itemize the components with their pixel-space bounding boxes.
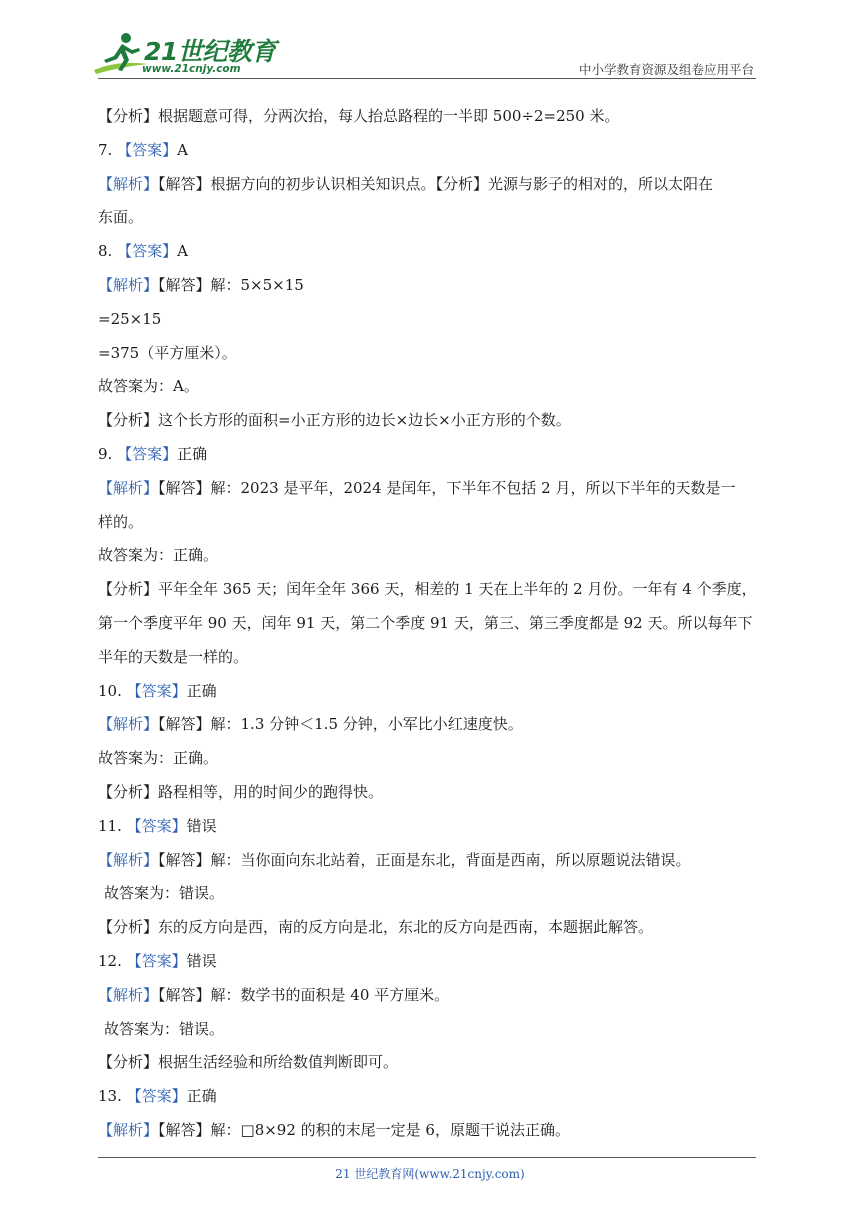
line-text: 东面。	[98, 208, 144, 227]
line-text: 错误	[186, 816, 217, 835]
section-tag: 【答案】	[126, 681, 187, 700]
line-text: 【分析】平年全年 365 天；闰年全年 366 天，相差的 1 天在上半年的 2 月份。一年有 4 个季度，	[98, 580, 757, 599]
text-line	[98, 877, 763, 911]
line-text: 第一个季度平年 90 天，闰年 91 天，第二个季度 91 天，第三、第三季度都是 92 天。所以每年下	[98, 613, 753, 632]
text-line	[98, 438, 763, 472]
section-tag: 【答案】	[126, 816, 187, 835]
line-text: 【分析】东的反方向是西，南的反方向是北，东北的反方向是西南，本题据此解答。	[98, 918, 654, 937]
text-line	[98, 100, 763, 134]
logo-text: 21世纪教育	[144, 37, 276, 66]
section-tag: 【答案】	[117, 242, 178, 261]
section-tag: 【解析】	[98, 850, 159, 869]
line-text: 【解答】解：□8×92 的积的末尾一定是 6，原题干说法正确。	[158, 1120, 570, 1139]
answer-content	[98, 100, 763, 1148]
line-text: 正确	[186, 1087, 217, 1106]
line-text: 故答案为：错误。	[104, 1019, 225, 1038]
line-text: 【解答】解：5×5×15	[158, 275, 304, 294]
line-text: 故答案为：正确。	[98, 749, 219, 768]
text-line	[98, 269, 763, 303]
text-line	[98, 303, 763, 337]
text-line	[98, 134, 763, 168]
line-text: 正确	[186, 681, 217, 700]
section-tag: 【解析】	[98, 275, 159, 294]
section-tag: 【答案】	[117, 444, 178, 463]
text-line	[98, 1046, 763, 1080]
line-text: A	[177, 140, 188, 159]
line-text: 11.	[98, 816, 127, 835]
section-tag: 【答案】	[117, 140, 178, 159]
header-divider	[98, 78, 756, 79]
text-line	[98, 404, 763, 438]
logo-url: www.21cnjy.com	[142, 63, 241, 75]
text-line	[98, 708, 763, 742]
text-line	[98, 1013, 763, 1047]
line-text: =375（平方厘米）。	[98, 343, 237, 362]
line-text: 正确	[177, 444, 208, 463]
line-text: 13.	[98, 1087, 127, 1106]
text-line	[98, 235, 763, 269]
text-line	[98, 607, 763, 641]
page-footer[interactable]: 21 世纪教育网(www.21cnjy.com)	[335, 1167, 525, 1181]
line-text: 错误	[186, 951, 217, 970]
line-text: 8.	[98, 242, 118, 261]
text-line	[98, 201, 763, 235]
line-text: 7.	[98, 140, 118, 159]
text-line	[98, 1114, 763, 1148]
line-text: 9.	[98, 444, 118, 463]
section-tag: 【解析】	[98, 174, 159, 193]
line-text: A	[177, 242, 188, 261]
page-header	[0, 0, 860, 90]
text-line	[98, 539, 763, 573]
text-line	[98, 573, 763, 607]
line-text: 【解答】解：数学书的面积是 40 平方厘米。	[158, 985, 450, 1004]
text-line	[98, 641, 763, 675]
section-tag: 【答案】	[126, 1087, 187, 1106]
text-line	[98, 472, 763, 506]
footer-divider	[98, 1157, 756, 1158]
text-line	[98, 337, 763, 371]
section-tag: 【解析】	[98, 985, 159, 1004]
text-line	[98, 742, 763, 776]
line-text: 【分析】根据题意可得，分两次抬，每人抬总路程的一半即 500÷2=250 米。	[98, 107, 620, 125]
line-text: 故答案为：A。	[98, 377, 199, 396]
text-line	[98, 506, 763, 540]
line-text: 【分析】这个长方形的面积=小正方形的边长×边长×小正方形的个数。	[98, 411, 571, 430]
section-tag: 【答案】	[126, 951, 187, 970]
line-text: 12.	[98, 951, 127, 970]
line-text: 【解答】解：1.3 分钟＜1.5 分钟，小军比小红速度快。	[158, 715, 523, 734]
line-text: 故答案为：正确。	[98, 546, 219, 565]
platform-title: 中小学教育资源及组卷应用平台	[578, 62, 754, 77]
line-text: 【解答】根据方向的初步认识相关知识点。【分析】光源与影子的相对的，所以太阳在	[158, 174, 714, 193]
text-line	[98, 945, 763, 979]
site-logo[interactable]	[92, 30, 276, 80]
line-text: 【分析】路程相等，用的时间少的跑得快。	[98, 782, 384, 801]
section-tag: 【解析】	[98, 715, 159, 734]
line-text: 样的。	[98, 512, 144, 531]
line-text: 故答案为：错误。	[104, 884, 225, 903]
line-text: 【分析】根据生活经验和所给数值判断即可。	[98, 1053, 399, 1072]
text-line	[98, 776, 763, 810]
text-line	[98, 979, 763, 1013]
section-tag: 【解析】	[98, 1120, 159, 1139]
text-line	[98, 844, 763, 878]
text-line	[98, 911, 763, 945]
line-text: 半年的天数是一样的。	[98, 647, 249, 666]
line-text: 10.	[98, 681, 127, 700]
text-line	[98, 810, 763, 844]
text-line	[98, 675, 763, 709]
text-line	[98, 1080, 763, 1114]
line-text: =25×15	[98, 309, 162, 328]
text-line	[98, 168, 763, 202]
line-text: 【解答】解：当你面向东北站着，正面是东北，背面是西南，所以原题说法错误。	[158, 850, 691, 869]
section-tag: 【解析】	[98, 478, 159, 497]
text-line	[98, 370, 763, 404]
line-text: 【解答】解：2023 是平年，2024 是闰年，下半年不包括 2 月，所以下半年的天数是一	[158, 478, 736, 497]
